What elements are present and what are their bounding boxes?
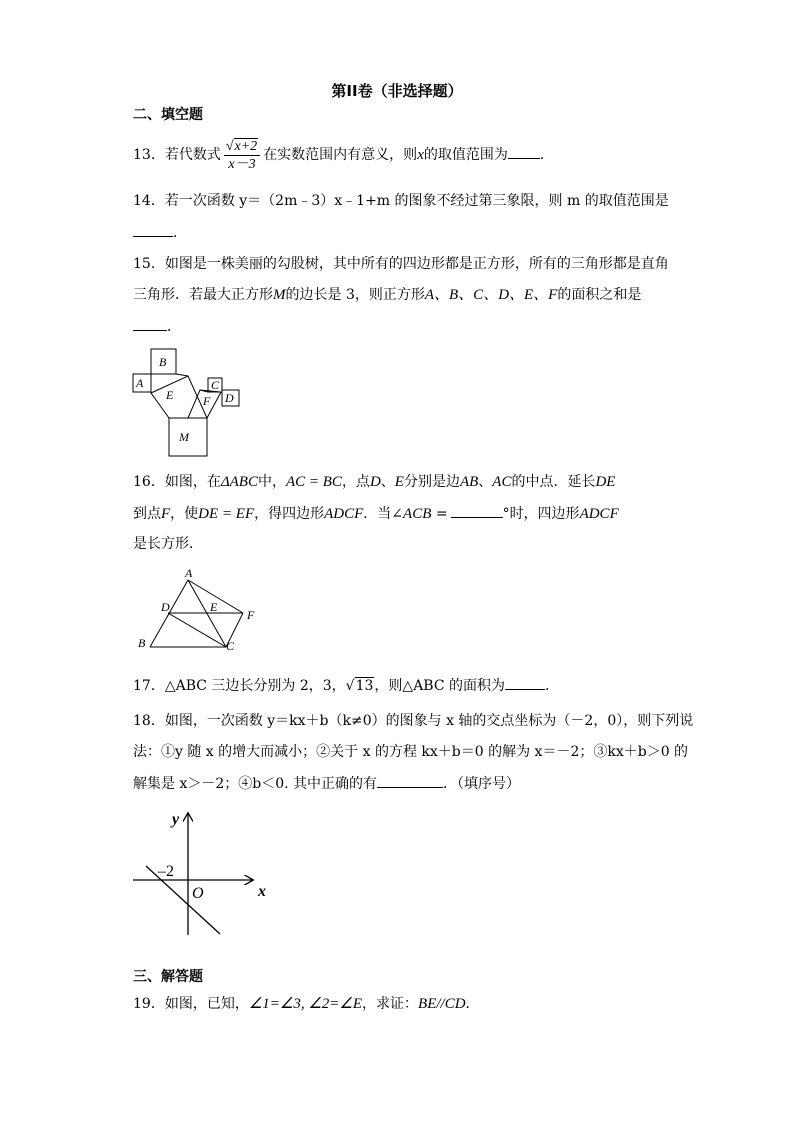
q16-adcf2: ADCF xyxy=(579,506,619,522)
q19-condition: ∠1=∠3, ∠2=∠E xyxy=(248,996,363,1012)
section-answer: 三、解答题 xyxy=(133,969,203,985)
label-f: F xyxy=(203,394,211,408)
section-fill-in: 二、填空题 xyxy=(133,107,203,123)
q15-answer-blank[interactable] xyxy=(133,316,167,331)
linear-function-graph xyxy=(130,805,280,940)
q16-d: D xyxy=(369,474,381,490)
label-d: D xyxy=(225,391,234,405)
question-18-line2: 法：①y 随 x 的增大而减小；②关于 x 的方程 kx＋b＝0 的解为 x＝－2；③kx＋b＞0 的 xyxy=(133,744,689,760)
page-title: 第II卷（非选择题） xyxy=(331,82,463,100)
q16-eq1: AC = BC xyxy=(285,474,342,490)
label-f: F xyxy=(247,608,255,622)
q16-adcf: ADCF xyxy=(324,506,364,522)
q16-t10: = xyxy=(431,506,448,522)
q15-text-a: 三角形．若最大正方形 xyxy=(133,287,273,303)
q17-text-a: 17．△ABC 三边长分别为 2，3， xyxy=(133,678,346,694)
question-14-line2 xyxy=(133,222,187,243)
question-16-line2 xyxy=(133,503,619,524)
label-m: M xyxy=(179,430,189,444)
q16-t6: 到点 xyxy=(133,506,161,522)
q16-t1: 16．如图，在 xyxy=(133,474,221,490)
q14-end: ． xyxy=(173,225,187,241)
q15-end: ． xyxy=(167,319,181,335)
label-b: B xyxy=(138,636,146,650)
label-e: E xyxy=(166,388,174,402)
q16-sep: 、 xyxy=(380,474,395,490)
q16-sep2: 、 xyxy=(478,474,493,490)
q15-text-c: 的面积之和是 xyxy=(557,287,642,303)
label-e: E xyxy=(210,600,218,614)
q13-answer-blank[interactable] xyxy=(508,144,540,159)
q16-t2: 中， xyxy=(257,474,286,490)
question-14-line1: 14．若一次函数 y＝（2m﹣3）x﹣1+m 的图象不经过第三象限，则 m 的取值范围是 xyxy=(133,193,669,209)
q16-answer-blank[interactable] xyxy=(451,503,503,518)
q17-radicand: 13 xyxy=(355,678,374,694)
q16-e: E xyxy=(394,474,404,490)
question-18-line1: 18．如图，一次函数 y＝kx＋b（k≠0）的图象与 x 轴的交点坐标为（－2，0），则下列说 xyxy=(133,713,694,729)
x-label: x xyxy=(258,883,266,900)
question-19 xyxy=(133,994,480,1014)
q16-eq2: DE = EF xyxy=(198,506,255,522)
q17-answer-blank[interactable] xyxy=(505,675,545,690)
q17-sqrt: √13 xyxy=(345,678,374,694)
q16-ac: AC xyxy=(492,474,512,490)
q15-text-b: 的边长是 3，则正方形 xyxy=(285,287,425,303)
q18-answer-blank[interactable] xyxy=(377,773,443,788)
q13-text-b: 的取值范围为 xyxy=(423,147,508,163)
question-16-line1 xyxy=(133,472,615,492)
q13-var: x xyxy=(417,147,424,163)
q16-t7: ，使 xyxy=(170,506,199,522)
q15-var-m: M xyxy=(273,287,286,303)
q16-tri: ΔABC xyxy=(220,474,258,490)
pythagoras-tree-figure xyxy=(128,345,248,460)
question-17 xyxy=(133,675,559,696)
question-15-line1: 15．如图是一株美丽的勾股树，其中所有的四边形都是正方形，所有的三角形都是直角 xyxy=(133,256,669,272)
question-13 xyxy=(133,136,554,174)
q19-text-a: 19．如图，已知， xyxy=(133,996,249,1012)
label-c: C xyxy=(211,378,220,392)
question-16-line3: 是长方形． xyxy=(133,536,203,552)
q18-text-a: 解集是 x＞－2；④b＜0. 其中正确的有 xyxy=(133,776,378,792)
question-15-line2 xyxy=(133,285,641,305)
origin-label: O xyxy=(192,885,204,902)
q13-prefix: 13．若代数式 xyxy=(133,147,221,163)
q14-answer-blank[interactable] xyxy=(133,222,173,237)
q15-vars: A、B、C、D、E、F xyxy=(424,287,558,303)
q16-t11: °时，四边形 xyxy=(502,506,580,522)
label-d: D xyxy=(161,600,170,614)
label-c: C xyxy=(226,639,235,653)
q17-text-b: ，则△ABC 的面积为 xyxy=(374,678,506,694)
q18-text-b: ．（填序号） xyxy=(443,776,521,792)
q19-conclusion: BE//CD xyxy=(418,996,466,1012)
neg2-label: –2 xyxy=(158,863,174,880)
q16-acb: ACB xyxy=(403,506,432,522)
square-e xyxy=(151,376,207,418)
q19-end: ． xyxy=(465,996,480,1012)
q16-t5: 的中点．延长 xyxy=(511,474,596,490)
q16-ab: AB xyxy=(459,474,479,490)
q13-denominator: x－3 xyxy=(228,156,256,172)
q16-t9: ．当∠ xyxy=(363,506,404,522)
q16-t4: 分别是边 xyxy=(403,474,460,490)
q17-end: ． xyxy=(545,678,560,694)
question-18-line3 xyxy=(133,773,520,794)
q19-text-b: ，求证： xyxy=(362,996,419,1012)
q13-fraction: $\frac{√x+2}{x-3}$ xyxy=(224,138,260,173)
q16-t3: ，点 xyxy=(341,474,370,490)
label-b: B xyxy=(159,355,167,369)
q16-f: F xyxy=(161,506,171,522)
q16-de: DE xyxy=(595,474,616,490)
triangle-figure xyxy=(130,562,265,654)
y-label: y xyxy=(172,811,180,828)
q13-end: ． xyxy=(539,147,554,163)
q16-t8: ，得四边形 xyxy=(254,506,325,522)
question-15-line3 xyxy=(133,316,181,337)
label-a: A xyxy=(136,376,144,390)
q13-numerator: x+2 xyxy=(234,138,258,154)
label-a: A xyxy=(185,566,193,580)
q13-text-a: 在实数范围内有意义，则 xyxy=(263,147,418,163)
